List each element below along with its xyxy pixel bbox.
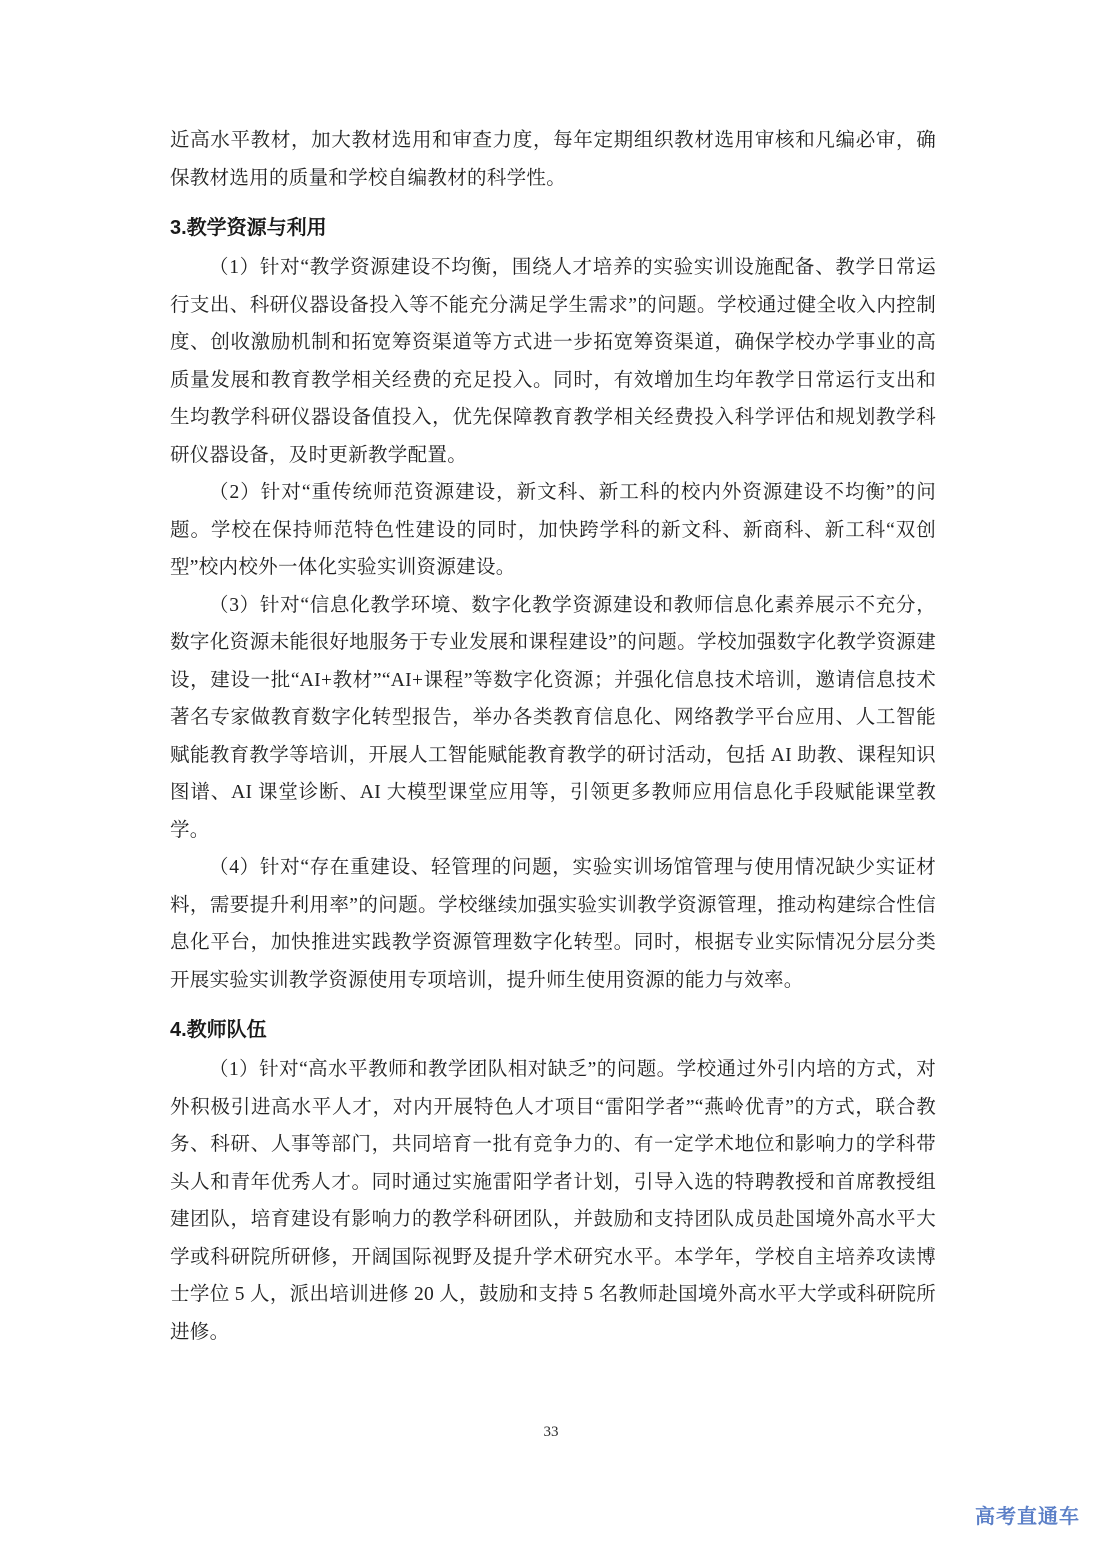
text-content-area	[170, 122, 936, 1351]
paragraph: （1）针对“高水平教师和教学团队相对缺乏”的问题。学校通过外引内培的方式，对外积极引进高水平人才，对内开展特色人才项目“雷阳学者”“燕岭优青”的方式，联合教务、科研、人事等部门，共同培育一批有竞争力的、有一定学术地位和影响力的学科带头人和青年优秀人才。同时通过实施雷阳学者计划，引导入选的特聘教授和首席教授组建团队，培育建设有影响力的教学科研团队，并鼓励和支持团队成员赴国境外高水平大学或科研院所研修，开阔国际视野及提升学术研究水平。本学年，学校自主培养攻读博士学位 5 人，派出培训进修 20 人，鼓励和支持 5 名教师赴国境外高水平大学或科研院所进修。	[170, 1059, 936, 1343]
paragraph: （4）针对“存在重建设、轻管理的问题，实验实训场馆管理与使用情况缺少实证材料，需要提升利用率”的问题。学校继续加强实验实训教学资源管理，推动构建综合性信息化平台，加快推进实践教学资源管理数字化转型。同时，根据专业实际情况分层分类开展实验实训教学资源使用专项培训，提升师生使用资源的能力与效率。	[170, 857, 936, 991]
paragraph: （2）针对“重传统师范资源建设，新文科、新工科的校内外资源建设不均衡”的问题。学校在保持师范特色性建设的同时，加快跨学科的新文科、新商科、新工科“双创型”校内校外一体化实验实训资源建设。	[170, 482, 936, 578]
paragraph: （3）针对“信息化教学环境、数字化教学资源建设和教师信息化素养展示不充分，数字化资源未能很好地服务于专业发展和课程建设”的问题。学校加强数字化教学资源建设，建设一批“AI+教材”“AI+课程”等数字化资源；并强化信息技术培训，邀请信息技术著名专家做教育数字化转型报告，举办各类教育信息化、网络教学平台应用、人工智能赋能教育教学等培训，开展人工智能赋能教育教学的研讨活动，包括 AI 助教、课程知识图谱、AI 课堂诊断、AI 大模型课堂应用等，引领更多教师应用信息化手段赋能课堂教学。	[170, 594, 936, 841]
section-heading-teaching-resources: 3.教学资源与利用	[170, 217, 327, 239]
paragraph: （1）针对“教学资源建设不均衡，围绕人才培养的实验实训设施配备、教学日常运行支出、科研仪器设备投入等不能充分满足学生需求”的问题。学校通过健全收入内控制度、创收激励机制和拓宽筹资渠道等方式进一步拓宽筹资渠道，确保学校办学事业的高质量发展和教育教学相关经费的充足投入。同时，有效增加生均年教学日常运行支出和生均教学科研仪器设备值投入，优先保障教育教学相关经费投入科学评估和规划教学科研仪器设备，及时更新教学配置。	[170, 257, 936, 466]
page-number: 33	[543, 1424, 559, 1440]
watermark-label: 高考直通车	[975, 1506, 1080, 1528]
continuation-paragraph: 近高水平教材，加大教材选用和审查力度，每年定期组织教材选用审核和凡编必审，确保教材选用的质量和学校自编教材的科学性。	[170, 130, 936, 189]
section-heading-faculty: 4.教师队伍	[170, 1019, 267, 1041]
